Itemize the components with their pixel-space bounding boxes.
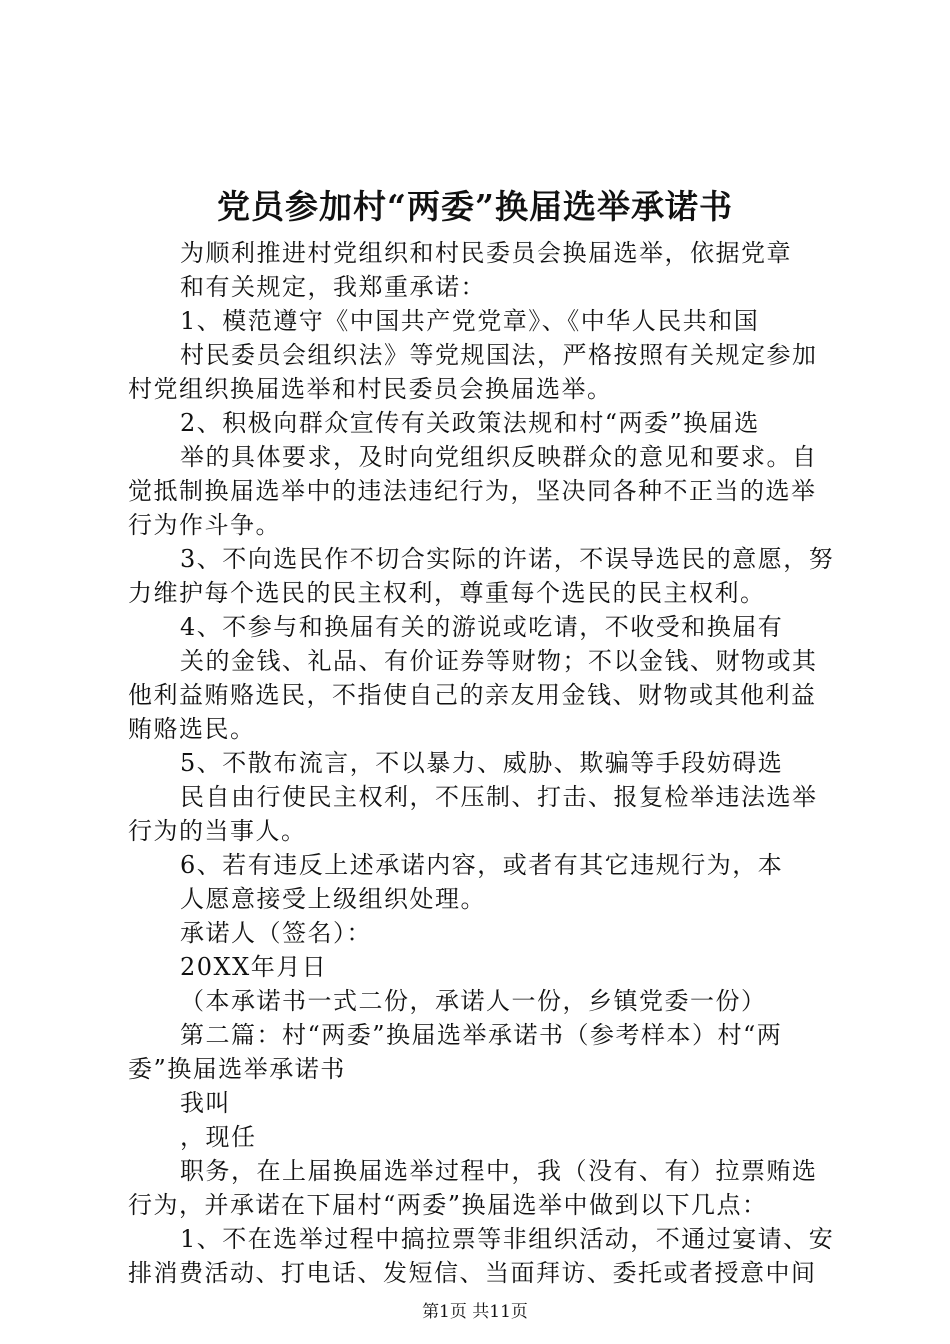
document-title: 党员参加村“两委”换届选举承诺书 bbox=[217, 187, 733, 226]
paragraph-line: 排消费活动、打电话、发短信、当面拜访、委托或者授意中间 bbox=[128, 1259, 817, 1287]
paragraph-line: 1、模范遵守《中国共产党党章》、《中华人民共和国 bbox=[180, 307, 760, 335]
paragraph-line: 我叫 bbox=[180, 1089, 231, 1117]
paragraph-line: 举的具体要求，及时向党组织反映群众的意见和要求。自 bbox=[180, 443, 818, 471]
section-heading: 委”换届选举承诺书 bbox=[128, 1055, 346, 1083]
paragraph-line: 5、不散布流言，不以暴力、威胁、欺骗等手段妨碍选 bbox=[180, 749, 784, 777]
paragraph-line: 3、不向选民作不切合实际的许诺，不误导选民的意愿，努 bbox=[180, 545, 835, 573]
paragraph-line: 他利益贿赂选民，不指使自己的亲友用金钱、财物或其他利益 bbox=[128, 681, 817, 709]
paragraph-line: 行为，并承诺在下届村“两委”换届选举中做到以下几点： bbox=[128, 1191, 768, 1219]
paragraph-line: 职务，在上届换届选举过程中，我（没有、有）拉票贿选 bbox=[180, 1157, 818, 1185]
paragraph-line: 贿赂选民。 bbox=[128, 715, 256, 743]
section-heading: 第二篇：村“两委”换届选举承诺书（参考样本）村“两 bbox=[180, 1021, 783, 1049]
paragraph-line: 力维护每个选民的民主权利，尊重每个选民的民主权利。 bbox=[128, 579, 766, 607]
paragraph-line: 1、不在选举过程中搞拉票等非组织活动，不通过宴请、安 bbox=[180, 1225, 835, 1253]
paragraph-line: 为顺利推进村党组织和村民委员会换届选举，依据党章 bbox=[180, 239, 792, 267]
paragraph-line: 民自由行使民主权利，不压制、打击、报复检举违法选举 bbox=[180, 783, 818, 811]
copies-note: （本承诺书一式二份，承诺人一份，乡镇党委一份） bbox=[180, 987, 767, 1015]
paragraph-line: 人愿意接受上级组织处理。 bbox=[180, 885, 486, 913]
paragraph-line: 2、积极向群众宣传有关政策法规和村“两委”换届选 bbox=[180, 409, 760, 437]
paragraph-line: 村民委员会组织法》等党规国法，严格按照有关规定参加 bbox=[180, 341, 818, 369]
paragraph-line: 和有关规定，我郑重承诺： bbox=[180, 273, 486, 301]
paragraph-line: ，现任 bbox=[180, 1123, 257, 1151]
paragraph-line: 6、若有违反上述承诺内容，或者有其它违规行为，本 bbox=[180, 851, 784, 879]
paragraph-line: 行为作斗争。 bbox=[128, 511, 281, 539]
signature-label: 承诺人（签名）： bbox=[180, 919, 372, 947]
paragraph-line: 村党组织换届选举和村民委员会换届选举。 bbox=[128, 375, 613, 403]
date-line: 20XX年月日 bbox=[180, 953, 328, 981]
paragraph-line: 关的金钱、礼品、有价证券等财物；不以金钱、财物或其 bbox=[180, 647, 818, 675]
paragraph-line: 觉抵制换届选举中的违法违纪行为，坚决同各种不正当的选举 bbox=[128, 477, 817, 505]
page-footer: 第1页 共11页 bbox=[422, 1302, 528, 1322]
paragraph-line: 行为的当事人。 bbox=[128, 817, 307, 845]
paragraph-line: 4、不参与和换届有关的游说或吃请，不收受和换届有 bbox=[180, 613, 784, 641]
